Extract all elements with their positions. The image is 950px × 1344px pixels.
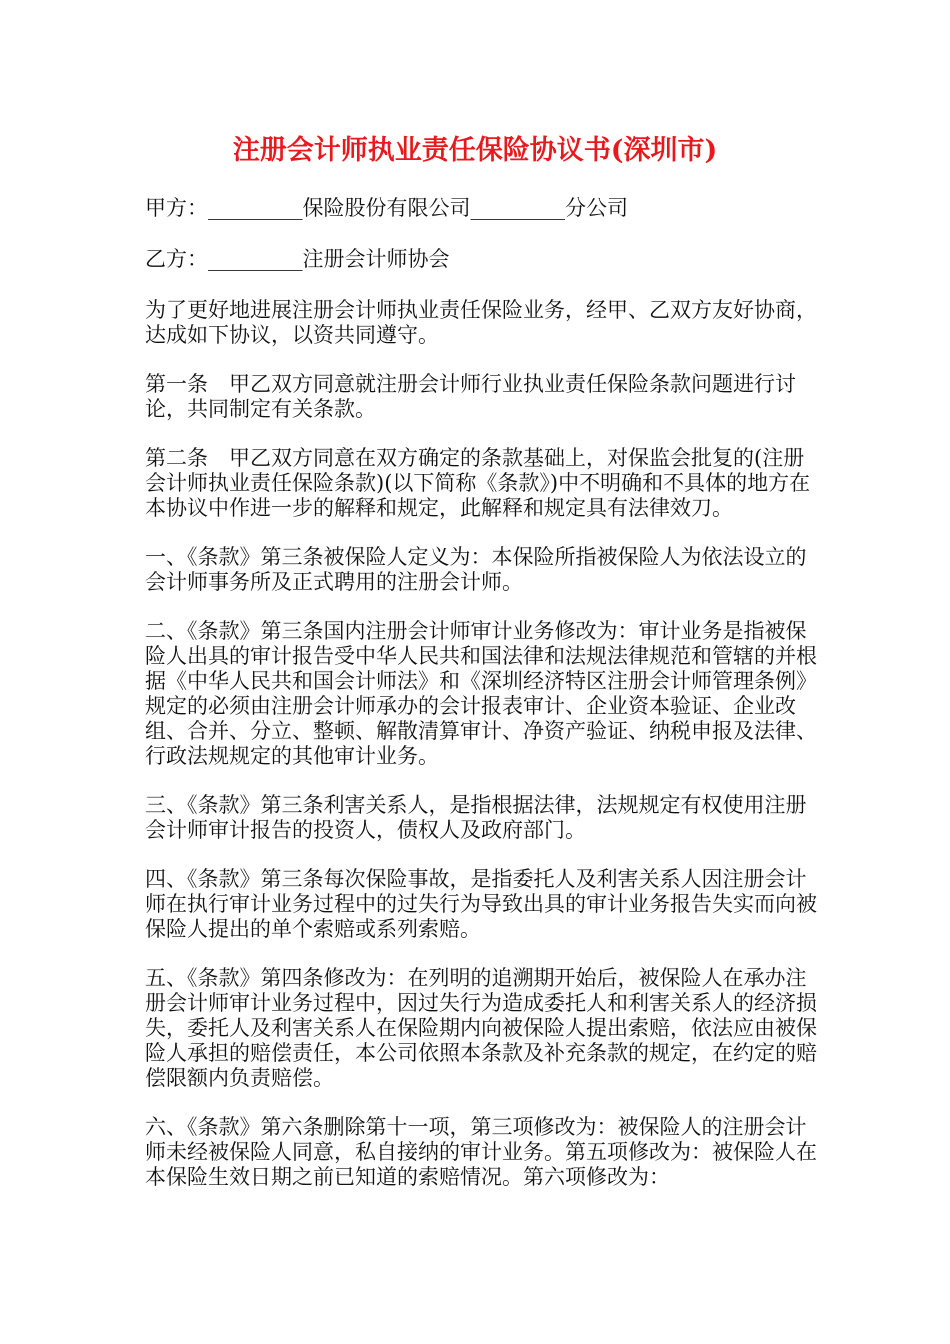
party-a-line: 甲方：_________保险股份有限公司_________分公司 xyxy=(145,196,628,220)
party-b-line: 乙方：_________注册会计师协会 xyxy=(145,247,450,271)
clause-2-paragraph: 二、《条款》第三条国内注册会计师审计业务修改为：审计业务是指被保险人出具的审计报告受中华人民共和国法律和法规法律规范和管辖的并根据《中华人民共和国会计师法》和《深圳经济特区注册会计师管理条例》规定的必须由注册会计师承办的会计报表审计、企业资本验证、企业改组、合并、分立、整顿、解散清算审计、净资产验证、纳税申报及法律、行政法规规定的其他审计业务。 xyxy=(145,619,817,768)
document-body xyxy=(145,196,825,1214)
clause-3-paragraph: 三、《条款》第三条利害关系人，是指根据法律，法规规定有权使用注册会计师审计报告的投资人，债权人及政府部门。 xyxy=(145,793,807,842)
document-title: 注册会计师执业责任保险协议书(深圳市) xyxy=(232,135,718,166)
clause-5-paragraph: 五、《条款》第四条修改为：在列明的追溯期开始后，被保险人在承办注册会计师审计业务过程中，因过失行为造成委托人和利害关系人的经济损失，委托人及利害关系人在保险期内向被保险人提出索赔，依法应由被保险人承担的赔偿责任，本公司依照本条款及补充条款的规定，在约定的赔偿限额内负责赔偿。 xyxy=(145,966,817,1090)
preamble-paragraph: 为了更好地进展注册会计师执业责任保险业务，经甲、乙双方友好协商，达成如下协议，以资共同遵守。 xyxy=(145,298,817,347)
clause-1-paragraph: 一、《条款》第三条被保险人定义为：本保险所指被保险人为依法设立的会计师事务所及正式聘用的注册会计师。 xyxy=(145,545,807,594)
article-2-paragraph: 第二条 甲乙双方同意在双方确定的条款基础上，对保监会批复的(注册会计师执业责任保险条款)(以下简称《条款》)中不明确和不具体的地方在本协议中作进一步的解释和规定，此解释和规定具有法律效刀。 xyxy=(145,446,811,520)
article-1-paragraph: 第一条 甲乙双方同意就注册会计师行业执业责任保险条款问题进行讨论，共同制定有关条款。 xyxy=(145,372,796,421)
clause-4-paragraph: 四、《条款》第三条每次保险事故，是指委托人及利害关系人因注册会计师在执行审计业务过程中的过失行为导致出具的审计业务报告失实而向被保险人提出的单个索赔或系列索赔。 xyxy=(145,867,817,941)
clause-6-paragraph: 六、《条款》第六条删除第十一项，第三项修改为：被保险人的注册会计师未经被保险人同意，私自接纳的审计业务。第五项修改为：被保险人在本保险生效日期之前已知道的索赔情况。第六项修改为： xyxy=(145,1115,817,1189)
